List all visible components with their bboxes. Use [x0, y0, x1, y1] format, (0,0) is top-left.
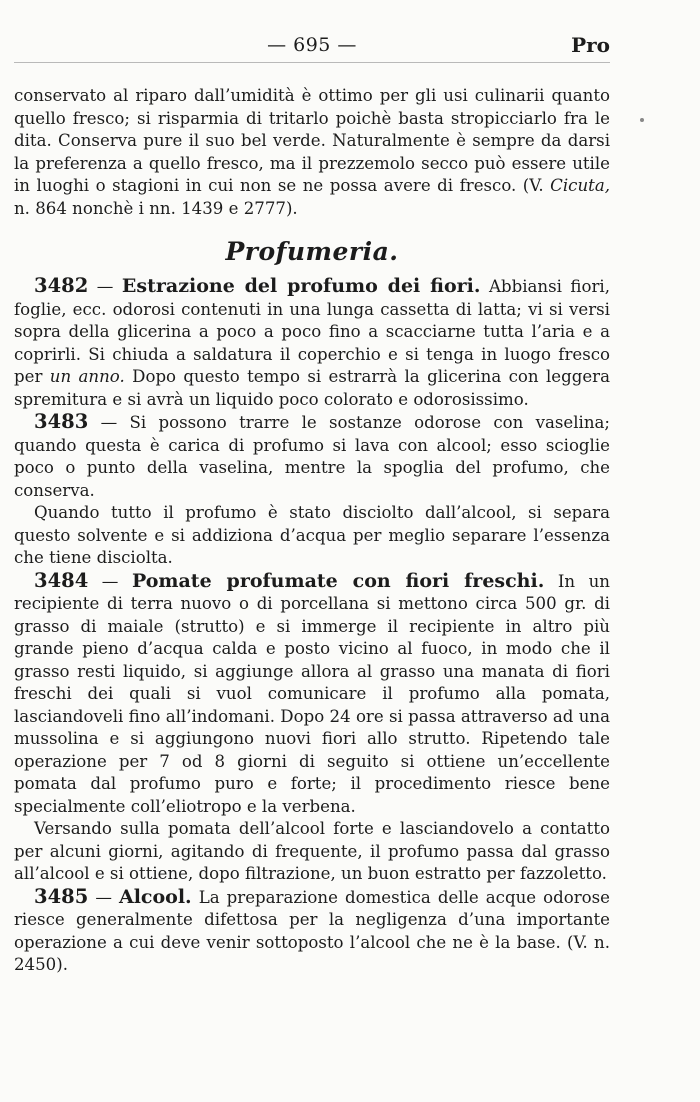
entry-italic: un anno. — [49, 367, 125, 386]
entry-3483-continuation: Quando tutto il profumo è stato disciolto dall’alcool, si separa questo solvente e si addiziona d’acqua per meglio separare l’essenza che tiene disciolta. — [14, 503, 610, 567]
entry-3485 — [14, 886, 610, 977]
entry-3482 — [14, 275, 610, 411]
entry-text-2: Dopo questo tempo si estrarrà la glicerina con leggera spremitura e si avrà un liquido poco colorato e odorosissimo. — [14, 367, 610, 409]
intro-text-2: n. 864 nonchè i nn. 1439 e 2777). — [14, 198, 298, 218]
entry-title: Pomate profumate con fiori freschi. — [131, 569, 545, 592]
entry-number: 3482 — [34, 274, 89, 297]
page-number: — 695 — — [267, 34, 357, 56]
intro-reference: Cicuta, — [550, 176, 610, 195]
section-title: Profumeria. — [225, 237, 399, 266]
running-head: Pro — [571, 33, 610, 57]
entry-dash: — — [88, 887, 119, 907]
entry-dash: — — [88, 571, 132, 591]
page-body — [14, 85, 610, 977]
entry-dash: — — [88, 277, 122, 296]
entry-3484 — [14, 570, 610, 819]
page-header — [14, 30, 610, 63]
intro-text-1: conservato al riparo dall’umidità è ottimo per gli usi culinarii quanto quello fresco; si risparmia di tritarlo poichè basta stropicciarlo fra le dita. Conserva pure il suo bel verde. Naturalmente è sempre da darsi la preferenza a quello fresco, ma il prezzemolo secco può essere utile in luoghi o stagioni in cui non se ne possa avere di fresco. (V. — [14, 86, 610, 195]
entry-number: 3484 — [34, 568, 89, 592]
intro-paragraph — [14, 85, 610, 220]
entry-3484-continuation: Versando sulla pomata dell’alcool forte e lasciandovelo a contatto per alcuni giorni, agitando di frequente, il profumo passa dal grasso all’alcool e si ottiene, dopo filtrazione, un buon estratto per fazzoletto. — [14, 819, 610, 883]
entry-title: Estrazione del profumo dei fiori. — [121, 275, 481, 297]
margin-mark — [640, 118, 644, 122]
entry-3483 — [14, 411, 610, 502]
entry-text: In un recipiente di terra nuovo o di porcellana si mettono circa 500 gr. di grasso di maiale (strutto) e si immerge il recipiente in altro più grande pieno d’acqua calda e posto vicino al fuoco, in modo che il grasso resti liquido, si aggiunge allora al grasso una manata di fiori freschi dei quali si vuol comunicare il profumo alla pomata, lasciandoveli fino all’indomani. Dopo 24 ore si passa attraverso ad una mussolina e si aggiungono nuovi fiori allo strutto. Ripetendo tale operazione per 7 od 8 giorni di seguito si ottiene un’eccellente pomata dal profumo puro e forte; il procedimento riesce bene specialmente coll’eliotropo e la verbena. — [14, 571, 610, 816]
entry-number: 3483 — [34, 410, 89, 433]
entry-text: La preparazione domestica delle acque odorose riesce generalmente difettosa per la negligenza d’una importante operazione a cui deve venir sottoposto l’alcool che ne è la base. (V. n. 2450). — [14, 887, 610, 974]
entry-number: 3485 — [34, 884, 89, 908]
entry-text: Si possono trarre le sostanze odorose con vaselina; quando questa è carica di profumo si lava con alcool; esso scioglie poco o punto della vaselina, mentre la spoglia del profumo, che conserva. — [14, 413, 610, 500]
entry-dash: — — [88, 413, 130, 432]
entry-title: Alcool. — [118, 885, 192, 908]
entry-text-1: Abbiansi fiori, foglie, ecc. odorosi contenuti in una lunga cassetta di latta; vi si versi sopra della glicerina a poco a poco fino a scacciarne tutta l’aria e a coprirli. Si chiuda a saldatura il coperchio e si tenga in luogo fresco per — [14, 277, 610, 386]
